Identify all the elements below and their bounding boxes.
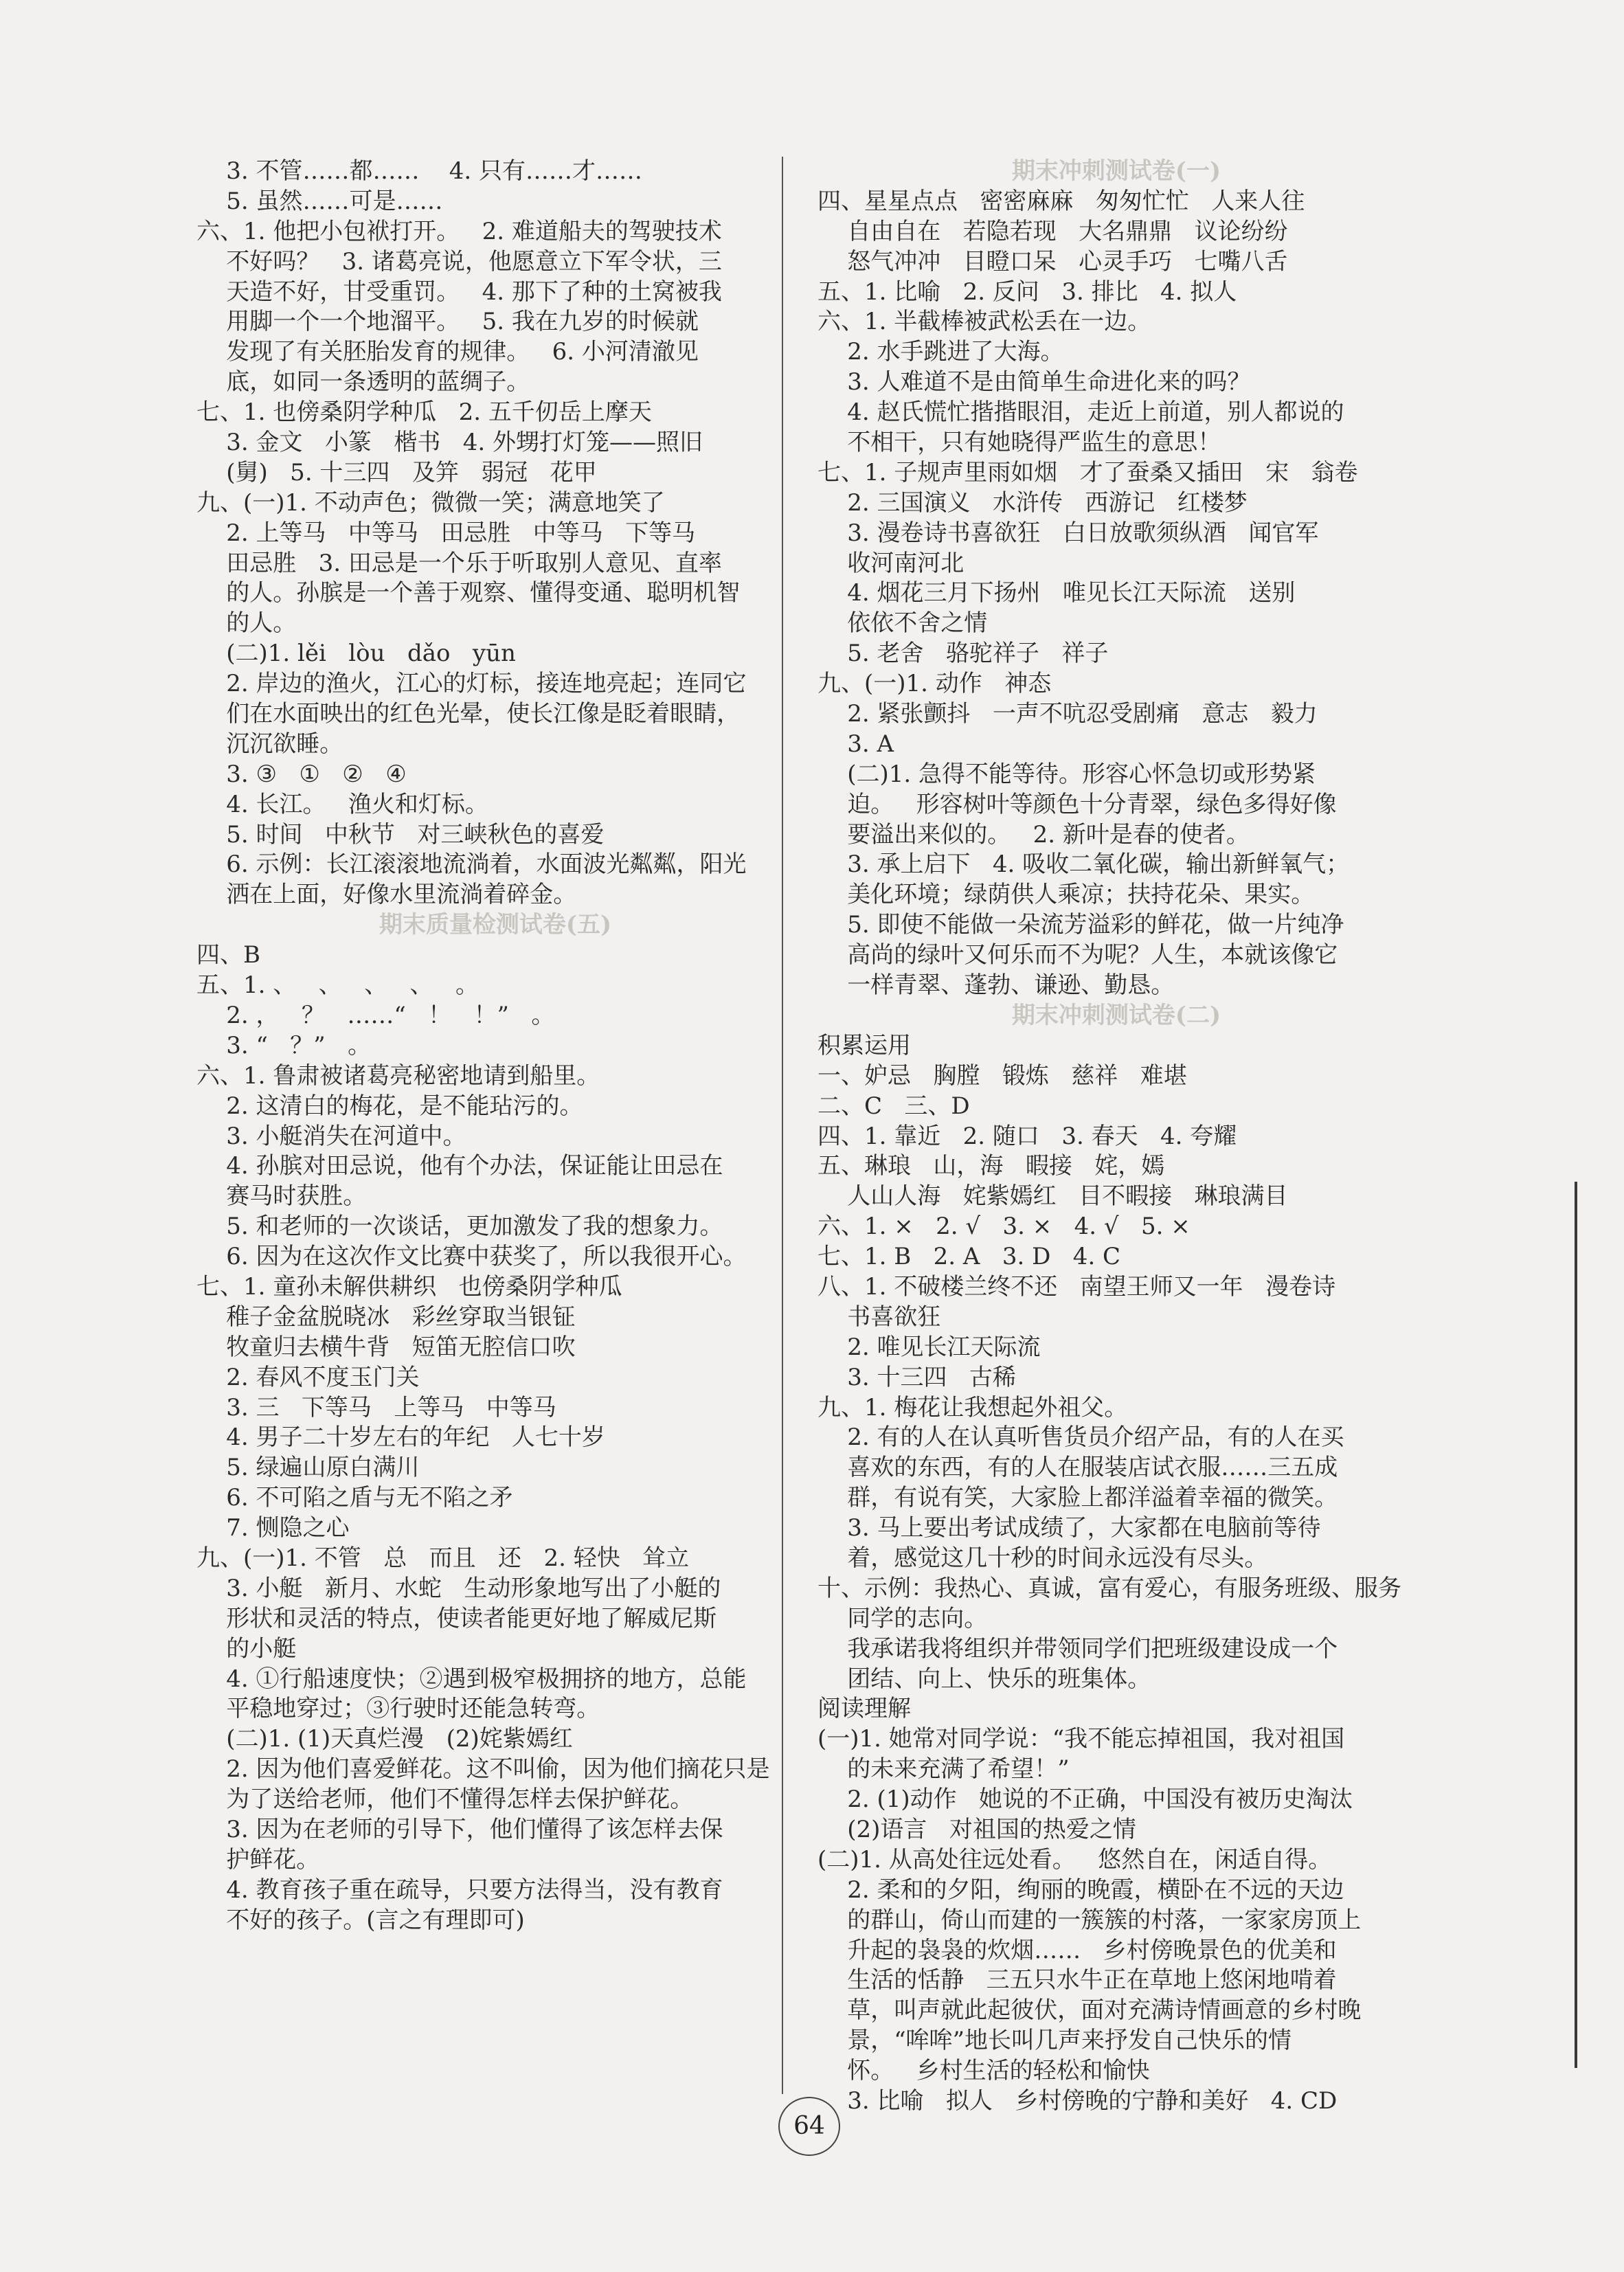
answer-line: 八、1. 不破楼兰终不还 南望王师又一年 漫卷诗 — [817, 1272, 1336, 1301]
answer-line: 2. 这清白的梅花，是不能玷污的。 — [196, 1092, 583, 1120]
answer-line: 怒气冲冲 目瞪口呆 心灵手巧 七嘴八舌 — [817, 247, 1288, 275]
answer-line: 同学的志向。 — [817, 1604, 988, 1632]
answer-line: 一样青翠、蓬勃、谦逊、勤恳。 — [817, 971, 1175, 1000]
right-answer-column — [817, 157, 1415, 2117]
answer-line: 5. 时间 中秋节 对三峡秋色的喜爱 — [196, 820, 605, 848]
answer-line: 着，感觉这几十秒的时间永远没有尽头。 — [817, 1544, 1268, 1572]
answer-line: 2. 岸边的渔火，江心的灯标，接连地亮起；连同它 — [196, 670, 747, 698]
answer-line: 用脚一个一个地溜平。 5. 我在九岁的时候就 — [196, 308, 699, 336]
answer-line: 沉沉欲睡。 — [196, 730, 343, 758]
answer-line: 5. 虽然……可是…… — [196, 187, 443, 215]
answer-line: 3. 马上要出考试成绩了，大家都在电脑前等待 — [817, 1514, 1321, 1542]
answer-line: 3. 金文 小篆 楷书 4. 外甥打灯笼——照旧 — [196, 429, 703, 457]
answer-line: 一、妒忌 胸膛 锻炼 慈祥 难堪 — [817, 1061, 1187, 1090]
answer-line: 草，叫声就此起彼伏，面对充满诗情画意的乡村晚 — [817, 1997, 1362, 2025]
answer-line: 3. 不管……都…… 4. 只有……才…… — [196, 157, 642, 185]
answer-line: (舅) 5. 十三四 及笄 弱冠 花甲 — [196, 458, 597, 486]
answer-line: 3. “ ？” 。 — [196, 1031, 372, 1059]
answer-line: 不相干，只有她晓得严监生的意思！ — [817, 429, 1221, 457]
answer-line: 依依不舍之情 — [817, 609, 988, 638]
answer-line: 3. 十三四 古稀 — [817, 1363, 1016, 1391]
answer-line: 七、1. 也傍桑阴学种瓜 2. 五千仞岳上摩天 — [196, 398, 652, 427]
answer-line: 为了送给老师，他们不懂得怎样去保护鲜花。 — [196, 1786, 694, 1814]
answer-line: 不好吗？ 3. 诸葛亮说，他愿意立下军令状，三 — [196, 247, 722, 275]
answer-line: 底，如同一条透明的蓝绸子。 — [196, 368, 530, 396]
answer-line: 我承诺我将组织并带领同学们把班级建设成一个 — [817, 1634, 1338, 1663]
answer-line: 2. 紧张颤抖 一声不吭忍受剧痛 意志 毅力 — [817, 700, 1318, 728]
answer-line: 2. 唯见长江天际流 — [817, 1333, 1041, 1361]
answer-line: 六、1. 他把小包袱打开。 2. 难道船夫的驾驶技术 — [196, 217, 722, 245]
section-heading: 期末冲刺测试卷(一) — [1011, 157, 1221, 185]
answer-line: 3. 比喻 拟人 乡村傍晚的宁静和美好 4. CD — [817, 2087, 1338, 2115]
answer-line: 自由自在 若隐若现 大名鼎鼎 议论纷纷 — [817, 217, 1288, 245]
answer-line: 喜欢的东西，有的人在服装店试衣服……三五成 — [817, 1454, 1338, 1482]
answer-line: 团结、向上、快乐的班集体。 — [817, 1665, 1151, 1693]
answer-line: 的小艇 — [196, 1634, 297, 1663]
answer-line: 二、C 三、D — [817, 1092, 970, 1120]
answer-line: 高尚的绿叶又何乐而不为呢？人生，本就该像它 — [817, 941, 1338, 969]
answer-line: 4. 教育孩子重在疏导，只要方法得当，没有教育 — [196, 1876, 723, 1904]
answer-line: 的人。孙膑是一个善于观察、懂得变通、聪明机智 — [196, 579, 741, 607]
answer-line: 平稳地穿过；③行驶时还能急转弯。 — [196, 1695, 600, 1723]
answer-line: 六、1. 半截棒被武松丢在一边。 — [817, 308, 1151, 336]
answer-line: (二)1. 从高处往远处看。 悠然自在，闲适自得。 — [817, 1845, 1332, 1874]
answer-line: 美化环境；绿荫供人乘凉；扶持花朵、果实。 — [817, 881, 1315, 909]
answer-line: 6. 不可陷之盾与无不陷之矛 — [196, 1484, 513, 1512]
left-answer-column — [196, 157, 794, 1936]
section-heading: 期末冲刺测试卷(二) — [1011, 1001, 1221, 1029]
answer-line: 七、1. B 2. A 3. D 4. C — [817, 1243, 1121, 1271]
answer-line: 4. 赵氏慌忙揩揩眼泪，走近上前道，别人都说的 — [817, 398, 1344, 427]
answer-line: 的群山，倚山而建的一簇簇的村落，一家家房顶上 — [817, 1906, 1362, 1934]
answer-line: 赛马时获胜。 — [196, 1182, 367, 1211]
answer-line: 阅读理解 — [817, 1695, 911, 1723]
answer-line: 形状和灵活的特点，使读者能更好地了解威尼斯 — [196, 1604, 717, 1632]
answer-line: 七、1. 童孙未解供耕织 也傍桑阴学种瓜 — [196, 1272, 622, 1301]
answer-line: 4. ①行船速度快；②遇到极窄极拥挤的地方，总能 — [196, 1665, 747, 1693]
answer-line: 十、示例：我热心、真诚，富有爱心，有服务班级、服务 — [817, 1574, 1401, 1602]
answer-line: 5. 老舍 骆驼祥子 祥子 — [817, 640, 1109, 668]
answer-line: 3. 小艇 新月、水蛇 生动形象地写出了小艇的 — [196, 1574, 721, 1602]
answer-line: (一)1. 她常对同学说：“我不能忘掉祖国，我对祖国 — [817, 1725, 1345, 1753]
answer-line: (二)1. 急得不能等待。形容心怀急切或形势紧 — [817, 760, 1316, 788]
answer-line: 五、1. 比喻 2. 反问 3. 排比 4. 拟人 — [817, 278, 1237, 306]
answer-line: 五、琳琅 山，海 暇接 姹，嫣 — [817, 1152, 1165, 1180]
answer-line: 4. 烟花三月下扬州 唯见长江天际流 送别 — [817, 579, 1296, 607]
answer-line: 护鲜花。 — [196, 1845, 320, 1874]
answer-line: 2. ， ？ ……“ ！ ！” 。 — [196, 1001, 555, 1029]
answer-line: 的未来充满了希望！” — [817, 1755, 1070, 1784]
answer-line: 2. 有的人在认真听售货员介绍产品，有的人在买 — [817, 1424, 1344, 1452]
answer-line: 3. 因为在老师的引导下，他们懂得了该怎样去保 — [196, 1815, 723, 1843]
answer-line: 6. 因为在这次作文比赛中获奖了，所以我很开心。 — [196, 1243, 747, 1271]
answer-line: 发现了有关胚胎发育的规律。 6. 小河清澈见 — [196, 338, 699, 366]
answer-line: 九、(一)1. 不管 总 而且 还 2. 轻快 耸立 — [196, 1544, 690, 1572]
answer-line: 群，有说有笑，大家脸上都洋溢着幸福的微笑。 — [817, 1484, 1338, 1512]
answer-line: 6. 示例：长江滚滚地流淌着，水面波光粼粼，阳光 — [196, 851, 747, 879]
answer-line: 3. 三 下等马 上等马 中等马 — [196, 1393, 556, 1421]
answer-line: 2. 上等马 中等马 田忌胜 中等马 下等马 — [196, 519, 696, 547]
answer-line: 5. 即使不能做一朵流芳溢彩的鲜花，做一片纯净 — [817, 911, 1344, 939]
answer-line: (二)1. (1)天真烂漫 (2)姹紫嫣红 — [196, 1725, 573, 1753]
answer-line: 3. 人难道不是由简单生命进化来的吗？ — [817, 368, 1251, 396]
answer-line: 田忌胜 3. 田忌是一个乐于听取别人意见、直率 — [196, 549, 722, 577]
answer-line: 迫。 形容树叶等颜色十分青翠，绿色多得好像 — [817, 790, 1337, 818]
answer-line: 不好的孩子。(言之有理即可) — [196, 1906, 525, 1934]
answer-line: 景，“哞哞”地长叫几声来抒发自己快乐的情 — [817, 2027, 1292, 2055]
answer-line: 六、1. × 2. √ 3. × 4. √ 5. × — [817, 1213, 1191, 1241]
answer-line: 四、星星点点 密密麻麻 匆匆忙忙 人来人往 — [817, 187, 1305, 215]
answer-line: 五、1. 、 、 、 、 。 — [196, 971, 479, 1000]
answer-line: 4. 长江。 渔火和灯标。 — [196, 790, 488, 818]
answer-line: 天造不好，甘受重罚。 4. 那下了种的土窝被我 — [196, 278, 722, 306]
answer-line: 要溢出来似的。 2. 新叶是春的使者。 — [817, 820, 1250, 848]
answer-line: 七、1. 子规声里雨如烟 才了蚕桑又插田 宋 翁卷 — [817, 458, 1358, 486]
answer-line: (2)语言 对祖国的热爱之情 — [817, 1815, 1136, 1843]
answer-line: 3. 承上启下 4. 吸收二氧化碳，输出新鲜氧气； — [817, 851, 1350, 879]
answer-line: 们在水面映出的红色光晕，使长江像是眨着眼睛， — [196, 700, 741, 728]
answer-line: 收河南河北 — [817, 549, 965, 577]
answer-line: 六、1. 鲁肃被诸葛亮秘密地请到船里。 — [196, 1061, 600, 1090]
section-heading: 期末质量检测试卷(五) — [379, 911, 612, 939]
answer-line: 2. 水手跳进了大海。 — [817, 338, 1064, 366]
answer-line: (二)1. lěi lòu dǎo yūn — [196, 640, 516, 668]
answer-line: 积累运用 — [817, 1031, 911, 1059]
answer-line: 怀。 乡村生活的轻松和愉快 — [817, 2057, 1150, 2085]
answer-line: 3. A — [817, 730, 894, 758]
answer-line: 2. 因为他们喜爱鲜花。这不叫偷，因为他们摘花只是 — [196, 1755, 770, 1784]
answer-line: 九、1. 梅花让我想起外祖父。 — [817, 1393, 1128, 1421]
answer-line: 人山人海 姹紫嫣红 目不暇接 琳琅满目 — [817, 1182, 1288, 1211]
column-divider — [782, 157, 783, 2094]
answer-line: 2. 柔和的夕阳，绚丽的晚霞，横卧在不远的天边 — [817, 1876, 1344, 1904]
answer-line: 7. 恻隐之心 — [196, 1514, 350, 1542]
answer-line: 书喜欲狂 — [817, 1303, 941, 1331]
answer-line: 2. (1)动作 她说的不正确，中国没有被历史淘汰 — [817, 1786, 1353, 1814]
answer-line: 5. 绿遍山原白满川 — [196, 1454, 420, 1482]
answer-line: 2. 春风不度玉门关 — [196, 1363, 420, 1391]
scan-edge-mark — [1575, 1182, 1577, 2068]
answer-line: 九、(一)1. 动作 神态 — [817, 670, 1052, 698]
answer-line: 九、(一)1. 不动声色；微微一笑；满意地笑了 — [196, 488, 665, 517]
answer-line: 稚子金盆脱晓冰 彩丝穿取当银钲 — [196, 1303, 576, 1331]
answer-line: 生活的恬静 三五只水牛正在草地上悠闲地啃着 — [817, 1966, 1337, 1994]
answer-line: 四、B — [196, 941, 260, 969]
answer-line: 洒在上面，好像水里流淌着碎金。 — [196, 881, 577, 909]
answer-line: 3. 漫卷诗书喜欲狂 白日放歌须纵酒 闻官军 — [817, 519, 1319, 547]
answer-line: 3. ③ ① ② ④ — [196, 760, 407, 788]
answer-line: 4. 男子二十岁左右的年纪 人七十岁 — [196, 1424, 605, 1452]
page-number: 64 — [778, 2097, 840, 2156]
answer-line: 5. 和老师的一次谈话，更加激发了我的想象力。 — [196, 1213, 723, 1241]
answer-line: 4. 孙膑对田忌说，他有个办法，保证能让田忌在 — [196, 1152, 723, 1180]
answer-line: 3. 小艇消失在河道中。 — [196, 1122, 466, 1150]
answer-line: 2. 三国演义 水浒传 西游记 红楼梦 — [817, 488, 1248, 517]
answer-line: 升起的袅袅的炊烟…… 乡村傍晚景色的优美和 — [817, 1936, 1337, 1964]
answer-line: 四、1. 靠近 2. 随口 3. 春天 4. 夸耀 — [817, 1122, 1237, 1150]
answer-line: 的人。 — [196, 609, 297, 638]
answer-line: 牧童归去横牛背 短笛无腔信口吹 — [196, 1333, 576, 1361]
